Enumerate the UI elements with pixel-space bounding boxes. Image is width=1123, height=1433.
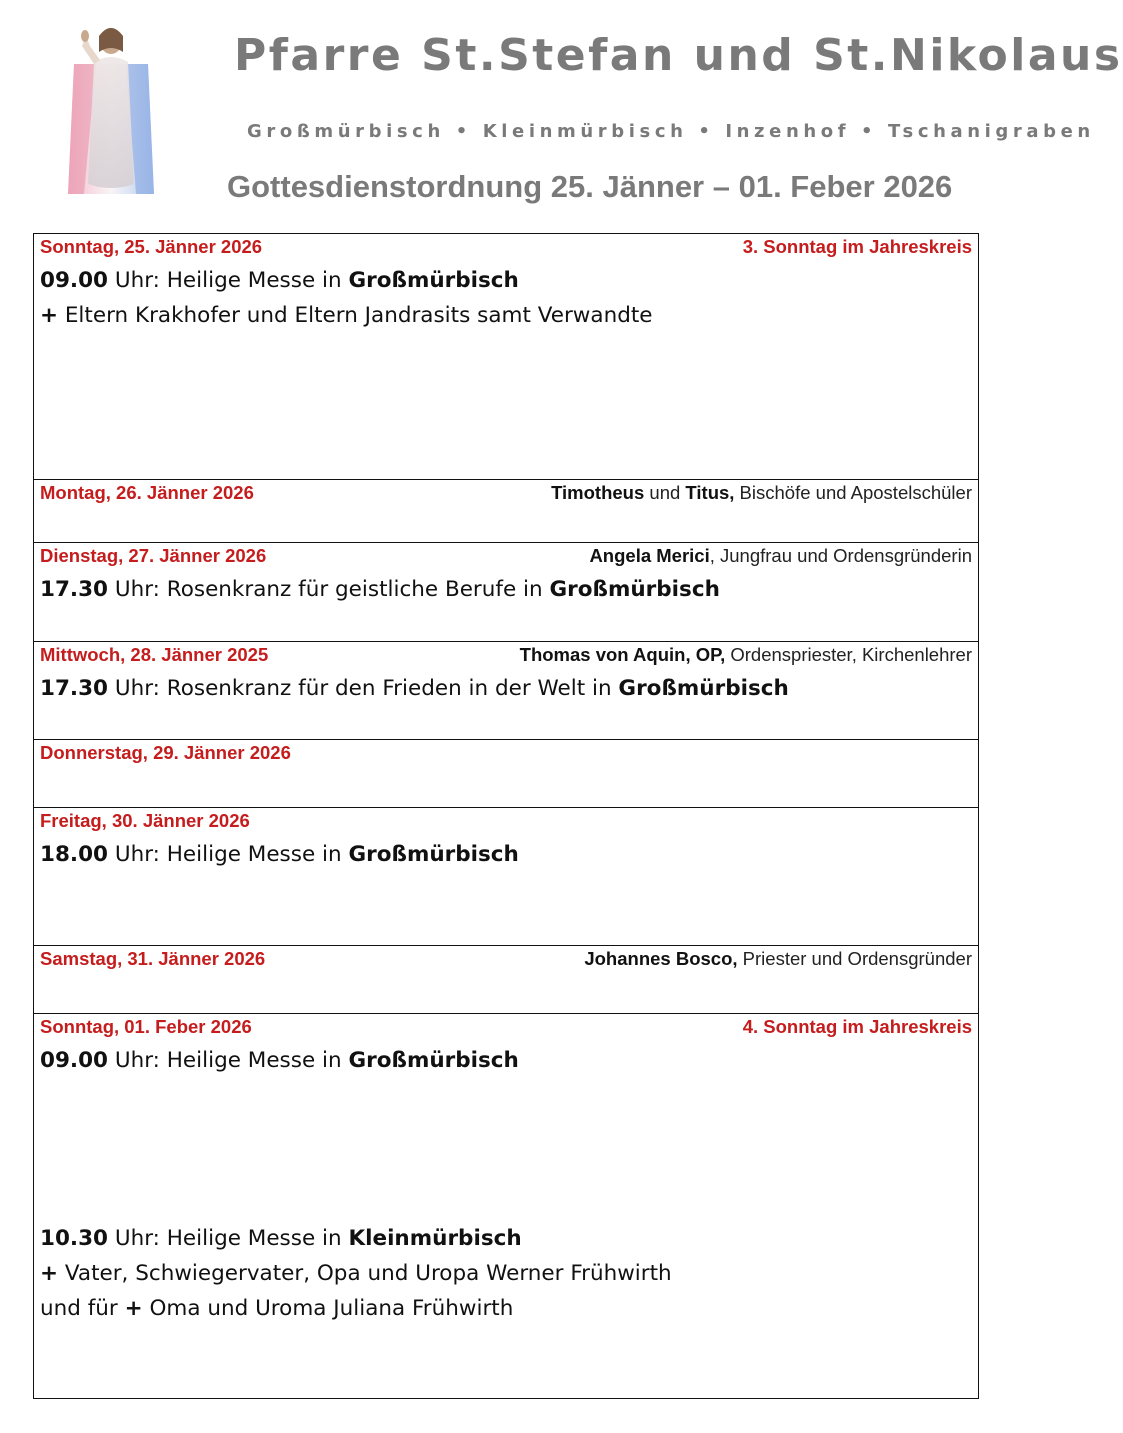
parish-title: Pfarre St.Stefan und St.Nikolaus <box>234 30 1123 81</box>
service-place: Kleinmürbisch <box>348 1226 522 1251</box>
service-text: Uhr: Heilige Messe in <box>108 268 349 293</box>
day-row-tuesday-27 <box>34 543 978 642</box>
village-list: Großmürbisch • Kleinmürbisch • Inzenhof • Tschanigraben <box>247 121 1095 142</box>
liturgical-feast: 4. Sonntag im Jahreskreis <box>742 1016 972 1037</box>
intention-text: Oma und Uroma Juliana Frühwirth <box>142 1296 514 1321</box>
intention-text: Eltern Krakhofer und Eltern Jandrasits samt Verwandte <box>58 303 653 328</box>
day-header <box>40 482 972 509</box>
service-text: Uhr: Heilige Messe in <box>108 1048 349 1073</box>
cross-symbol: + <box>124 1296 143 1321</box>
day-date: Dienstag, 27. Jänner 2026 <box>40 545 267 566</box>
service-place: Großmürbisch <box>348 1048 519 1073</box>
liturgical-feast: 3. Sonntag im Jahreskreis <box>742 236 972 257</box>
day-row-friday-30 <box>34 808 978 946</box>
service-text: Uhr: Heilige Messe in <box>108 842 349 867</box>
service-time: 09.00 <box>40 268 109 293</box>
service-place: Großmürbisch <box>618 676 789 701</box>
day-header <box>40 742 972 769</box>
saint-title: , Jungfrau und Ordensgründerin <box>709 545 972 566</box>
day-date: Montag, 26. Jänner 2026 <box>40 482 254 503</box>
service-line <box>40 1221 972 1256</box>
day-date: Sonntag, 25. Jänner 2026 <box>40 236 263 257</box>
service-time: 18.00 <box>40 842 109 867</box>
intention-prefix: und für <box>40 1296 125 1321</box>
day-header <box>40 810 972 837</box>
service-text: Uhr: Rosenkranz für geistliche Berufe in <box>108 577 550 602</box>
day-row-sunday-25 <box>34 234 978 480</box>
service-line <box>40 671 972 706</box>
service-place: Großmürbisch <box>348 842 519 867</box>
saint-title: Priester und Ordensgründer <box>737 948 972 969</box>
service-place: Großmürbisch <box>348 268 519 293</box>
schedule-table <box>33 233 979 1399</box>
day-header <box>40 644 972 671</box>
day-date: Mittwoch, 28. Jänner 2025 <box>40 644 269 665</box>
day-row-monday-26 <box>34 480 978 543</box>
day-header <box>40 1016 972 1043</box>
saint-name: Johannes Bosco, <box>584 948 738 969</box>
intention-text: Vater, Schwiegervater, Opa und Uropa Werner Frühwirth <box>58 1261 672 1286</box>
day-header <box>40 545 972 572</box>
spacer <box>40 1078 972 1221</box>
day-row-sunday-01 <box>34 1014 978 1398</box>
service-time: 17.30 <box>40 676 109 701</box>
day-date: Samstag, 31. Jänner 2026 <box>40 948 266 969</box>
mass-intention <box>40 1256 972 1291</box>
saint-name: Thomas von Aquin, OP, <box>519 644 726 665</box>
day-row-wednesday-28 <box>34 642 978 740</box>
service-place: Großmürbisch <box>549 577 720 602</box>
saint-feast <box>584 948 972 970</box>
service-time: 17.30 <box>40 577 109 602</box>
saint-name-2: Titus, <box>685 482 735 503</box>
saint-feast <box>551 482 972 504</box>
day-date: Freitag, 30. Jänner 2026 <box>40 810 250 831</box>
service-line <box>40 263 972 298</box>
day-header <box>40 236 972 263</box>
service-text: Uhr: Rosenkranz für den Frieden in der Welt in <box>108 676 619 701</box>
saint-name: Angela Merici <box>589 545 710 566</box>
cross-symbol: + <box>40 1261 59 1286</box>
saint-feast <box>589 545 972 567</box>
day-row-thursday-29 <box>34 740 978 808</box>
saint-title: Bischöfe und Apostelschüler <box>734 482 972 503</box>
feast-join: und <box>644 482 686 503</box>
cross-symbol: + <box>40 303 59 328</box>
service-text: Uhr: Heilige Messe in <box>108 1226 349 1251</box>
service-time: 09.00 <box>40 1048 109 1073</box>
saint-name: Timotheus <box>551 482 645 503</box>
mass-intention <box>40 1291 972 1326</box>
day-header <box>40 948 972 975</box>
day-row-saturday-31 <box>34 946 978 1014</box>
day-date: Donnerstag, 29. Jänner 2026 <box>40 742 291 763</box>
service-time: 10.30 <box>40 1226 109 1251</box>
schedule-heading: Gottesdienstordnung 25. Jänner – 01. Feber 2026 <box>227 169 953 204</box>
service-line <box>40 1043 972 1078</box>
saint-title: Ordenspriester, Kirchenlehrer <box>725 644 972 665</box>
saint-feast <box>520 644 972 666</box>
divine-mercy-image <box>66 14 156 198</box>
mass-intention <box>40 298 972 333</box>
service-line <box>40 572 972 607</box>
day-date: Sonntag, 01. Feber 2026 <box>40 1016 252 1037</box>
service-line <box>40 837 972 872</box>
